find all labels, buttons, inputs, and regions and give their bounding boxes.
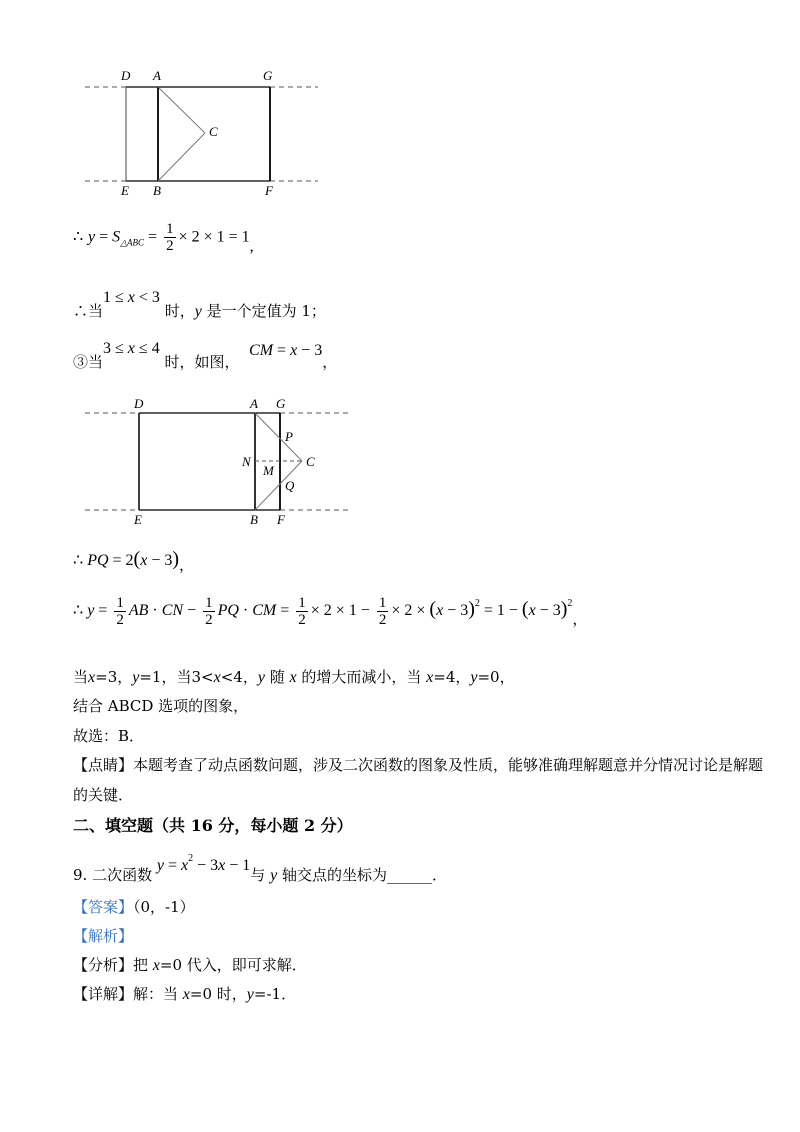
text-run: ③当 [73,353,104,371]
punctuation: ． [431,866,447,884]
answer-line [73,897,195,917]
math-text: = 1 − [479,602,522,619]
punctuation: ， [179,556,195,574]
y-expression-line [73,594,587,628]
area-formula-line [73,221,254,254]
math-variable: x [127,289,135,306]
edge-cb [158,133,205,181]
fraction-numerator: 1 [205,594,213,611]
fraction-denominator: 2 [166,238,174,254]
question-9 [73,853,447,886]
math-text: − 3 [147,552,173,569]
therefore-symbol: ∴ [73,602,88,619]
conclusion-line [73,667,515,688]
question-text: 轴交点的坐标为 [277,866,387,884]
fraction-denominator: 2 [116,611,124,628]
math-operator: · [238,602,253,619]
math-variable: x [436,602,444,619]
math-variable: S [112,228,121,246]
text-run: =3， [95,668,133,686]
math-variable: x [213,669,221,686]
text-run: 解：当 [133,985,183,1003]
left-paren: ( [521,598,529,620]
fenxi-line [73,955,307,976]
math-variable: y [470,669,478,686]
math-variable: y [156,857,164,874]
math-text: − 3 [297,342,323,359]
fraction-numerator: 1 [116,594,124,611]
fraction-numerator: 1 [298,594,306,611]
math-variable: y [270,867,278,884]
text-run: 把 [133,956,153,974]
figure-2-diagram [80,395,360,530]
math-operator: − [183,602,201,619]
therefore-symbol: ∴ [73,552,88,569]
math-variable: x [181,857,189,874]
math-variable: x [140,552,148,569]
math-variable: x [182,986,190,1003]
math-variable: CN [161,602,184,619]
fraction-denominator: 2 [205,611,213,628]
text-run: =0， [477,668,515,686]
math-operator: = [273,342,291,359]
text-run: <4， [220,668,258,686]
math-variable: PQ [87,552,109,569]
answer-blank: ______ [386,866,432,884]
exponent: 2 [188,853,194,864]
math-operator: = [163,857,181,874]
fraction-denominator: 2 [298,611,306,628]
label-a: A [250,396,258,411]
punctuation: , [249,237,254,255]
text-run: 随 [264,668,290,686]
math-text: 1 ≤ [103,289,128,306]
fraction-half [114,595,126,628]
exponent: 2 [474,598,480,609]
label-p: P [285,429,293,444]
math-text: − 3 [193,857,219,874]
case-two-line [73,289,326,322]
text-run: ∴当 [73,302,104,320]
inequality-formula [103,289,160,306]
punctuation: ， [572,610,588,628]
right-paren: ) [468,598,475,620]
inequality-formula [103,340,160,357]
label-f: F [277,512,285,527]
math-text: − 3 [535,602,561,619]
math-operator: = [144,228,162,246]
fraction-half [377,595,389,628]
math-text: = 2 [108,552,134,569]
text-run: 时，如图， [164,353,240,371]
label-b: B [250,512,258,527]
text-run: 的增大而减小，当 [296,668,427,686]
fraction-half [203,595,215,628]
quadratic-formula [156,853,251,874]
math-text: < 3 [134,289,160,306]
text-run: 当 [73,668,89,686]
left-paren: ( [429,598,437,620]
text-run: 时， [164,302,195,320]
xiangjie-tag: 【详解】 [73,985,134,1003]
label-c: C [209,124,218,139]
math-variable: PQ [217,602,239,619]
text-run: =-1． [253,985,297,1003]
right-paren: ) [172,548,180,570]
answer-tag: 【答案】 [73,898,134,916]
section-heading: 二、填空题（共 16 分，每小题 2 分） [73,816,353,835]
combine-options-line: 结合 ABCD 选项的图象， [73,697,249,715]
fraction-numerator: 1 [166,221,174,237]
edge-ac [255,413,302,461]
label-d: D [121,68,131,83]
label-f: F [265,183,273,198]
fenxi-tag: 【分析】 [73,956,134,974]
math-text: − 1 [225,857,251,874]
label-g: G [276,396,286,411]
label-e: E [134,512,142,527]
text-run: =4， [433,668,471,686]
fraction-half [164,221,176,254]
math-operator: = [276,602,294,619]
math-operator: = [94,602,112,619]
math-text: × 2 × 1 − [310,602,374,619]
math-variable: y [257,669,265,686]
label-c: C [306,454,315,469]
math-variable: x [218,857,226,874]
label-g: G [263,68,273,83]
math-expression: × 2 × 1 = 1 [178,228,250,246]
math-variable: AB [128,602,149,619]
xiangjie-line [73,984,296,1005]
math-variable: x [152,957,160,974]
math-variable: x [528,602,536,619]
math-operator: = [95,228,113,246]
label-a: A [153,68,161,83]
question-text: 与 [250,866,271,884]
label-b: B [153,183,161,198]
question-text: 9. 二次函数 [73,866,157,884]
figure-1-diagram [80,65,330,200]
text-run: =1，当3< [139,668,214,686]
math-variable: x [426,669,434,686]
math-operator: · [148,602,162,619]
fraction-numerator: 1 [378,594,387,611]
fraction-denominator: 2 [378,611,387,628]
analysis-tag: 【解析】 [73,927,134,945]
comment-text: 本题考查了动点函数问题，涉及二次函数的图象及性质，能够准确理解题意并分情况讨论是解题 [133,756,764,774]
math-variable: CM [249,342,274,359]
right-paren: ) [560,598,568,620]
math-variable: y [194,303,202,320]
label-e: E [121,183,129,198]
math-text: × 2 × [391,602,430,619]
text-run: 是一个定值为 1； [201,302,326,320]
punctuation: ， [322,353,338,371]
label-q: Q [285,478,295,493]
cm-formula [249,342,322,359]
math-variable: y [87,602,95,619]
math-variable: x [290,342,298,359]
answer-value: （0，-1） [133,898,195,916]
case-three-line [73,340,338,373]
label-m: M [263,463,274,478]
text-run: =0 代入，即可求解． [159,956,307,974]
exponent: 2 [567,598,573,609]
comment-tag: 【点睛】 [73,756,134,774]
comment-line-end: 的关键． [73,786,134,804]
comment-line [73,755,763,775]
label-n: N [242,454,251,469]
math-variable: y [132,669,140,686]
math-text: 3 ≤ [103,340,128,357]
pq-formula-line [73,548,195,574]
math-text: − 3 [443,602,469,619]
text-run: =0 时， [189,985,247,1003]
math-variable: y [87,228,96,246]
math-variable: x [88,669,96,686]
label-d: D [134,396,144,411]
fraction-half [296,595,308,628]
math-variable: y [246,986,254,1003]
math-variable: x [127,340,135,357]
math-variable: CM [252,602,277,619]
math-subscript: △ABC [120,237,145,248]
choice-line: 故选：B． [73,727,145,745]
therefore-symbol: ∴ [73,228,84,246]
math-variable: x [289,669,297,686]
left-paren: ( [133,548,141,570]
math-text: ≤ 4 [134,340,160,357]
edge-ac [158,87,205,133]
